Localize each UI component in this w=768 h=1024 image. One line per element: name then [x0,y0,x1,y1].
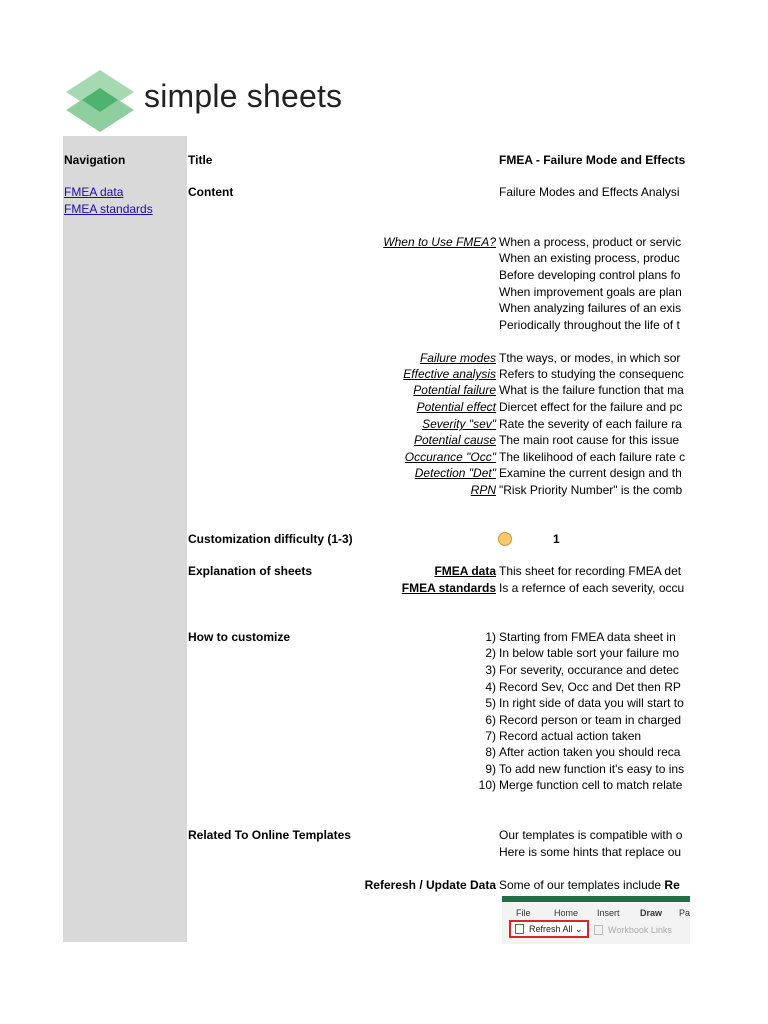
when-to-use-line: When an existing process, produc [499,251,680,265]
related-line: Our templates is compatible with o [499,828,683,842]
step-text: In right side of data you will start to [499,696,684,710]
step-number: 2) [485,646,496,660]
ribbon-title-bar [502,896,690,902]
step-number: 8) [485,745,496,759]
step-number: 7) [485,729,496,743]
step-text: To add new function it's easy to ins [499,762,685,776]
ribbon-tab-file: File [516,908,531,918]
sheet-description: This sheet for recording FMEA det [499,564,682,578]
refresh-all-label: Refresh All [529,924,573,934]
definition-term: Potential cause [413,433,496,447]
step-number: 9) [485,762,496,776]
sheet-name-fmea-data: FMEA data [434,564,496,578]
ribbon-tab-page: Pa [679,908,690,918]
definition-text: Diercet effect for the failure and pc [499,400,683,414]
step-text: Record actual action taken [499,729,642,743]
chevron-down-icon: ⌄ [575,924,583,934]
workbook-links-label: Workbook Links [608,925,672,935]
related-line: Here is some hints that replace ou [499,845,682,859]
related-label: Related To Online Templates [188,828,351,842]
step-number: 10) [478,778,496,792]
difficulty-label: Customization difficulty (1-3) [188,532,353,546]
ribbon-tab-insert: Insert [597,908,620,918]
definition-text: The likelihood of each failure rate c [499,450,686,464]
navigation-sidebar [63,136,187,942]
when-to-use-line: Before developing control plans fo [499,268,681,282]
definition-term: Potential failure [413,383,496,397]
navigation-heading: Navigation [64,153,126,167]
step-text: Record person or team in charged [499,713,682,727]
refresh-text [499,878,690,892]
nav-link-fmea-data[interactable]: FMEA data [64,185,124,199]
step-text: Record Sev, Occ and Det then RP [499,680,681,694]
nav-link-fmea-standards[interactable]: FMEA standards [64,202,153,216]
ribbon-tab-draw: Draw [640,908,663,918]
step-number: 4) [485,680,496,694]
sheets-label: Explanation of sheets [188,564,313,578]
definition-text: Examine the current design and th [499,466,682,480]
definition-text: Tthe ways, or modes, in which sor [499,351,681,365]
when-to-use-line: Periodically throughout the life of t [499,318,680,332]
simple-sheets-logo-icon [64,68,136,134]
when-to-use-line: When analyzing failures of an exis [499,301,682,315]
step-number: 5) [485,696,496,710]
when-to-use-label: When to Use FMEA? [383,235,496,249]
definition-term: Occurance "Occ" [404,450,496,464]
customize-label: How to customize [188,630,291,644]
step-number: 3) [485,663,496,677]
definition-term: RPN [470,483,496,497]
definition-term: Potential effect [416,400,496,414]
step-text: Merge function cell to match relate [499,778,683,792]
difficulty-value: 1 [553,532,560,546]
step-text: Starting from FMEA data sheet in [499,630,676,644]
when-to-use-line: When a process, product or servic [499,235,682,249]
step-number: 6) [485,713,496,727]
excel-ribbon-screenshot [502,896,690,944]
definition-text: Rate the severity of each failure ra [499,417,682,431]
refresh-text-plain: Some of our templates include [499,878,665,892]
title-label: Title [188,153,213,167]
step-number: 1) [485,630,496,644]
definition-text: "Risk Priority Number" is the comb [499,483,683,497]
definition-term: Detection "Det" [414,466,496,480]
definition-term: Failure modes [419,351,496,365]
ribbon-tab-home: Home [554,908,579,918]
step-text: After action taken you should reca [499,745,681,759]
sheet-description: Is a refernce of each severity, occu [499,581,685,595]
difficulty-indicator-icon [498,532,512,546]
content-value: Failure Modes and Effects Analysi [499,185,680,199]
when-to-use-line: When improvement goals are plan [499,285,682,299]
workbook-links-button [594,925,672,935]
step-text: In below table sort your failure mo [499,646,680,660]
refresh-icon [515,924,524,934]
definition-text: Refers to studying the consequenc [499,367,684,381]
content-label: Content [188,185,234,199]
refresh-all-button [509,920,589,938]
refresh-label: Referesh / Update Data [364,878,496,892]
definition-term: Severity "sev" [422,417,496,431]
definition-text: What is the failure function that ma [499,383,684,397]
step-text: For severity, occurance and detec [499,663,679,677]
definition-text: The main root cause for this issue [499,433,680,447]
brand-name: simple sheets [144,78,343,114]
definition-term: Effective analysis [403,367,496,381]
title-value: FMEA - Failure Mode and Effects [499,153,686,167]
workbook-links-icon [594,925,603,935]
sheet-name-fmea-standards: FMEA standards [401,581,496,595]
refresh-text-bold: Re [664,878,680,892]
